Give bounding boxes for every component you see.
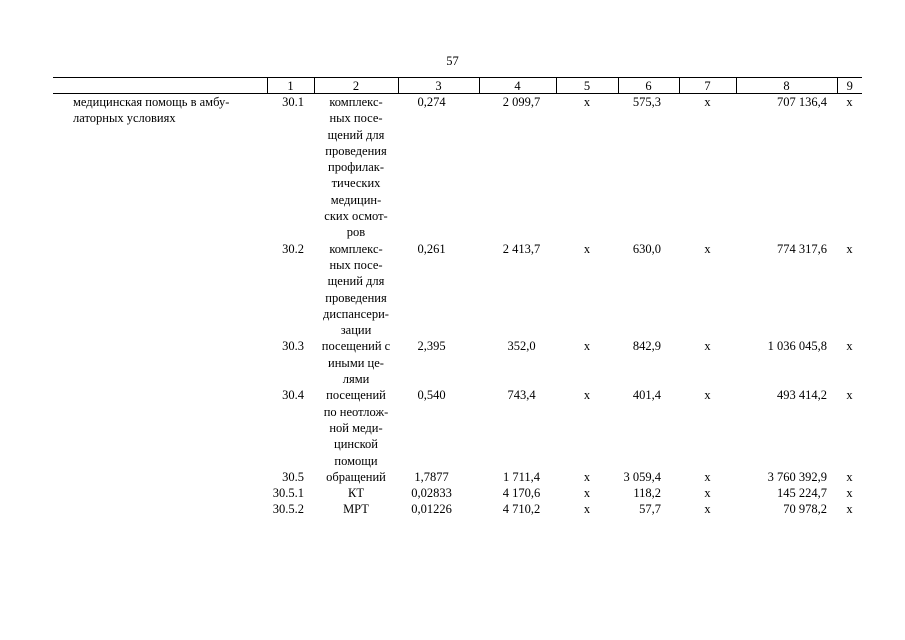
cell-col5: х bbox=[583, 339, 591, 354]
row-description bbox=[314, 387, 398, 468]
description-line: щений для bbox=[327, 127, 385, 142]
row-code: 30.2 bbox=[282, 241, 304, 256]
cell-col7: х bbox=[704, 502, 711, 517]
description-line: тических bbox=[331, 176, 381, 191]
description-line: лями bbox=[342, 372, 370, 387]
cell-col7: х bbox=[704, 339, 711, 354]
cell-col7: х bbox=[704, 95, 711, 109]
row-code: 30.1 bbox=[282, 95, 304, 109]
row-code: 30.5.1 bbox=[272, 486, 304, 501]
header-cell: 1 bbox=[267, 78, 314, 94]
row-description bbox=[314, 501, 398, 517]
table-body bbox=[53, 94, 862, 518]
cell-col4: 1 711,4 bbox=[502, 469, 541, 484]
cell-col5: х bbox=[583, 241, 591, 256]
data-table bbox=[53, 77, 862, 518]
row-description bbox=[314, 469, 398, 485]
cell-col9: х bbox=[846, 469, 853, 484]
page-number: 57 bbox=[446, 54, 459, 68]
cell-col9: х bbox=[846, 502, 853, 517]
section-label-line: медицинская помощь в амбу- bbox=[73, 95, 230, 109]
cell-col9: х bbox=[846, 95, 853, 109]
header-row bbox=[53, 78, 862, 94]
cell-col8: 70 978,2 bbox=[783, 502, 827, 517]
cell-col3: 0,540 bbox=[417, 388, 446, 403]
description-line: помощи bbox=[334, 453, 378, 468]
cell-col3: 0,274 bbox=[417, 95, 446, 109]
description-line: КТ bbox=[348, 486, 364, 501]
cell-col5: х bbox=[583, 388, 591, 403]
header-cell: 4 bbox=[479, 78, 556, 94]
cell-col9: х bbox=[846, 339, 853, 354]
row-code: 30.5.2 bbox=[272, 502, 304, 517]
row-description bbox=[314, 241, 398, 339]
row-description bbox=[314, 338, 398, 387]
row-code: 30.4 bbox=[282, 388, 304, 403]
cell-col7: х bbox=[704, 486, 711, 501]
description-line: комплекс- bbox=[329, 241, 383, 256]
description-line: проведения bbox=[325, 143, 387, 158]
description-line: профилак- bbox=[328, 160, 384, 175]
description-line: диспансери- bbox=[323, 306, 389, 321]
cell-col5: х bbox=[583, 469, 591, 484]
cell-col3: 0,02833 bbox=[411, 486, 452, 501]
header-cell: 9 bbox=[837, 78, 862, 94]
description-line: ских осмот- bbox=[324, 209, 388, 224]
cell-col4: 352,0 bbox=[507, 339, 536, 354]
cell-col8: 1 036 045,8 bbox=[767, 339, 827, 354]
cell-col8: 493 414,2 bbox=[777, 388, 827, 403]
description-line: МРТ bbox=[343, 502, 369, 517]
cell-col9: х bbox=[846, 241, 853, 256]
description-line: ров bbox=[346, 225, 366, 240]
header-cell: 3 bbox=[398, 78, 479, 94]
row-code: 30.3 bbox=[282, 339, 304, 354]
description-line: цинской bbox=[334, 437, 378, 452]
header-cell: 7 bbox=[679, 78, 736, 94]
cell-col6: 842,9 bbox=[632, 339, 661, 354]
cell-col8: 707 136,4 bbox=[777, 95, 827, 109]
description-line: комплекс- bbox=[329, 95, 383, 109]
row-description bbox=[314, 485, 398, 501]
cell-col7: х bbox=[704, 388, 711, 403]
description-line: посещений bbox=[326, 388, 386, 403]
section-label-line: латорных условиях bbox=[73, 111, 176, 126]
cell-col4: 4 710,2 bbox=[502, 502, 541, 517]
description-line: проведения bbox=[325, 290, 387, 305]
row-description bbox=[314, 94, 398, 241]
cell-col5: х bbox=[583, 486, 591, 501]
cell-col7: х bbox=[704, 241, 711, 256]
description-line: иными це- bbox=[328, 355, 384, 370]
header-cell: 8 bbox=[736, 78, 837, 94]
cell-col4: 2 413,7 bbox=[502, 241, 541, 256]
cell-col6: 118,2 bbox=[633, 486, 661, 501]
cell-col6: 401,4 bbox=[632, 388, 661, 403]
description-line: ной меди- bbox=[329, 420, 383, 435]
cell-col3: 2,395 bbox=[417, 339, 446, 354]
description-line: обращений bbox=[326, 469, 386, 484]
cell-col3: 1,7877 bbox=[414, 469, 449, 484]
cell-col6: 630,0 bbox=[632, 241, 661, 256]
cell-col6: 3 059,4 bbox=[623, 469, 661, 484]
row-code: 30.5 bbox=[282, 469, 304, 484]
header-cell: 2 bbox=[314, 78, 398, 94]
description-line: зации bbox=[340, 323, 372, 338]
cell-col3: 0,261 bbox=[417, 241, 446, 256]
cell-col5: х bbox=[583, 95, 591, 109]
description-line: по неотлож- bbox=[323, 404, 389, 419]
cell-col8: 145 224,7 bbox=[777, 486, 827, 501]
header-cell: 5 bbox=[556, 78, 618, 94]
description-line: ных посе- bbox=[329, 111, 383, 126]
section-label bbox=[53, 94, 267, 518]
cell-col4: 4 170,6 bbox=[502, 486, 541, 501]
cell-col3: 0,01226 bbox=[411, 502, 452, 517]
cell-col4: 2 099,7 bbox=[502, 95, 541, 109]
cell-col9: х bbox=[846, 486, 853, 501]
cell-col5: х bbox=[583, 502, 591, 517]
cell-col7: х bbox=[704, 469, 711, 484]
cell-col8: 774 317,6 bbox=[777, 241, 827, 256]
cell-col8: 3 760 392,9 bbox=[767, 469, 827, 484]
cell-col9: х bbox=[846, 388, 853, 403]
description-line: посещений с bbox=[321, 339, 391, 354]
cell-col4: 743,4 bbox=[507, 388, 536, 403]
table-row bbox=[53, 94, 862, 241]
description-line: щений для bbox=[327, 274, 385, 289]
cell-col6: 57,7 bbox=[639, 502, 661, 517]
header-cell: 6 bbox=[618, 78, 679, 94]
description-line: ных посе- bbox=[329, 257, 383, 272]
cell-col6: 575,3 bbox=[632, 95, 661, 109]
description-line: медицин- bbox=[330, 192, 382, 207]
header-cell bbox=[53, 78, 267, 94]
